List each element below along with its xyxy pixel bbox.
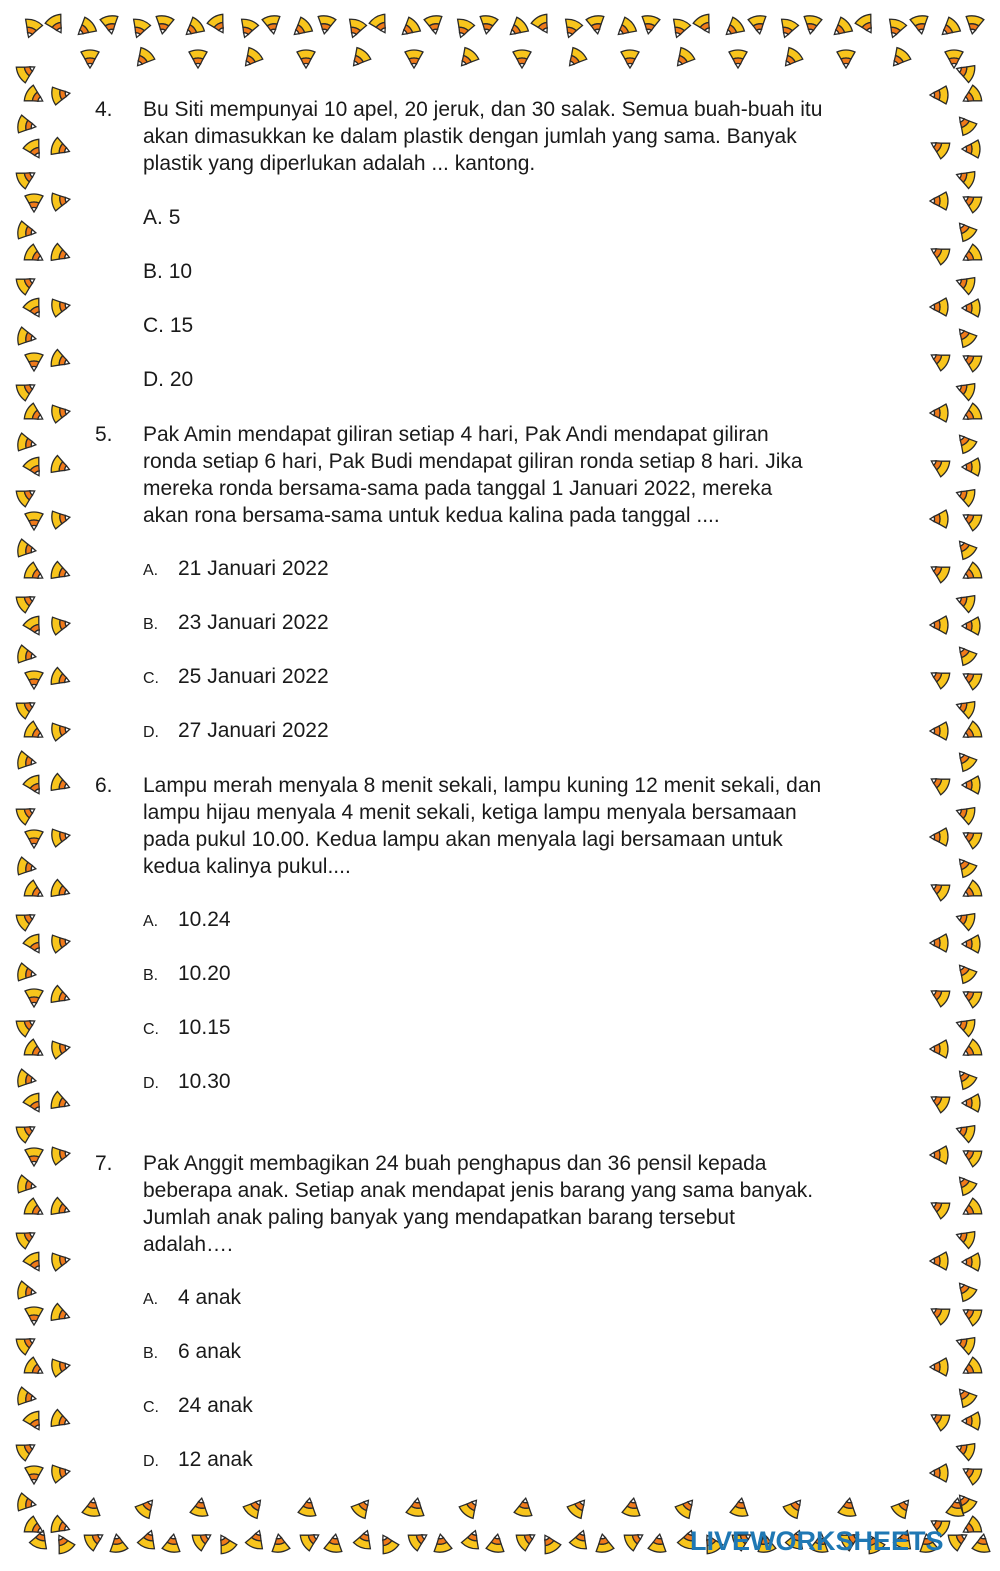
question-number: 4. xyxy=(95,98,113,121)
option-text: 12 anak xyxy=(178,1448,253,1471)
option-text: 10.20 xyxy=(178,962,231,985)
answer-option-b[interactable]: B. 23 Januari 2022 xyxy=(143,611,329,634)
question-line: lampu hijau menyala 4 menit sekali, ketiga lampu menyala bersamaan xyxy=(143,801,797,824)
answer-option-d[interactable]: D. 12 anak xyxy=(143,1448,253,1471)
question-line: Jumlah anak paling banyak yang mendapatkan barang tersebut xyxy=(143,1206,735,1229)
question-line: akan rona bersama-sama untuk kedua kalina pada tanggal .... xyxy=(143,504,720,527)
option-text: 15 xyxy=(169,314,194,337)
option-text: 20 xyxy=(169,368,194,391)
option-text: 10.24 xyxy=(178,908,231,931)
answer-option-c[interactable]: C. 15 xyxy=(143,314,194,337)
option-text: 24 anak xyxy=(178,1394,253,1417)
option-text: 5 xyxy=(168,206,181,229)
question-line: Pak Amin mendapat giliran setiap 4 hari, Pak Andi mendapat giliran xyxy=(143,423,769,446)
question-line: mereka ronda bersama-sama pada tanggal 1 Januari 2022, mereka xyxy=(143,477,773,500)
answer-option-b[interactable]: B. 6 anak xyxy=(143,1340,242,1363)
answer-option-a[interactable]: A. 10.24 xyxy=(143,908,231,931)
answer-option-d[interactable]: D. 10.30 xyxy=(143,1070,231,1093)
answer-option-c[interactable]: C. 25 Januari 2022 xyxy=(143,665,329,688)
question-line: Bu Siti mempunyai 10 apel, 20 jeruk, dan 30 salak. Semua buah-buah itu xyxy=(143,98,823,121)
question-line: Pak Anggit membagikan 24 buah penghapus dan 36 pensil kepada xyxy=(143,1152,767,1175)
question-line: Lampu merah menyala 8 menit sekali, lampu kuning 12 menit sekali, dan xyxy=(143,774,822,797)
question-line: plastik yang diperlukan adalah ... kantong. xyxy=(143,152,536,175)
answer-option-c[interactable]: C. 24 anak xyxy=(143,1394,253,1417)
question-text xyxy=(143,96,913,177)
answer-option-d[interactable]: D. 20 xyxy=(143,368,194,391)
answer-option-c[interactable]: C. 10.15 xyxy=(143,1016,231,1039)
answer-option-d[interactable]: D. 27 Januari 2022 xyxy=(143,719,329,742)
answer-option-b[interactable]: B. 10.20 xyxy=(143,962,231,985)
question-line: adalah…. xyxy=(143,1233,233,1256)
answer-option-a[interactable]: A. 5 xyxy=(143,206,181,229)
question-text xyxy=(143,421,913,529)
answer-option-a[interactable]: A. 4 anak xyxy=(143,1286,242,1309)
option-text: 27 Januari 2022 xyxy=(178,719,329,742)
question-line: akan dimasukkan ke dalam plastik dengan jumlah yang sama. Banyak xyxy=(143,125,797,148)
option-text: 25 Januari 2022 xyxy=(178,665,329,688)
answer-option-a[interactable]: A. 21 Januari 2022 xyxy=(143,557,329,580)
option-text: 10 xyxy=(168,260,193,283)
question-number: 5. xyxy=(95,423,113,446)
option-text: 6 anak xyxy=(178,1340,242,1363)
question-text xyxy=(143,1150,913,1258)
question-line: ronda setiap 6 hari, Pak Budi mendapat giliran ronda setiap 8 hari. Jika xyxy=(143,450,803,473)
question-line: kedua kalinya pukul.... xyxy=(143,855,351,878)
question-text xyxy=(143,772,913,880)
option-text: 21 Januari 2022 xyxy=(178,557,329,580)
option-text: 10.30 xyxy=(178,1070,231,1093)
option-text: 10.15 xyxy=(178,1016,231,1039)
answer-option-b[interactable]: B. 10 xyxy=(143,260,193,283)
question-number: 7. xyxy=(95,1152,113,1175)
option-text: 4 anak xyxy=(178,1286,242,1309)
question-line: pada pukul 10.00. Kedua lampu akan menyala lagi bersamaan untuk xyxy=(143,828,783,851)
liveworksheets-logo: LIVEWORKSHEETS xyxy=(690,1526,944,1556)
option-text: 23 Januari 2022 xyxy=(178,611,329,634)
question-number: 6. xyxy=(95,774,113,797)
question-line: beberapa anak. Setiap anak mendapat jenis barang yang sama banyak. xyxy=(143,1179,814,1202)
